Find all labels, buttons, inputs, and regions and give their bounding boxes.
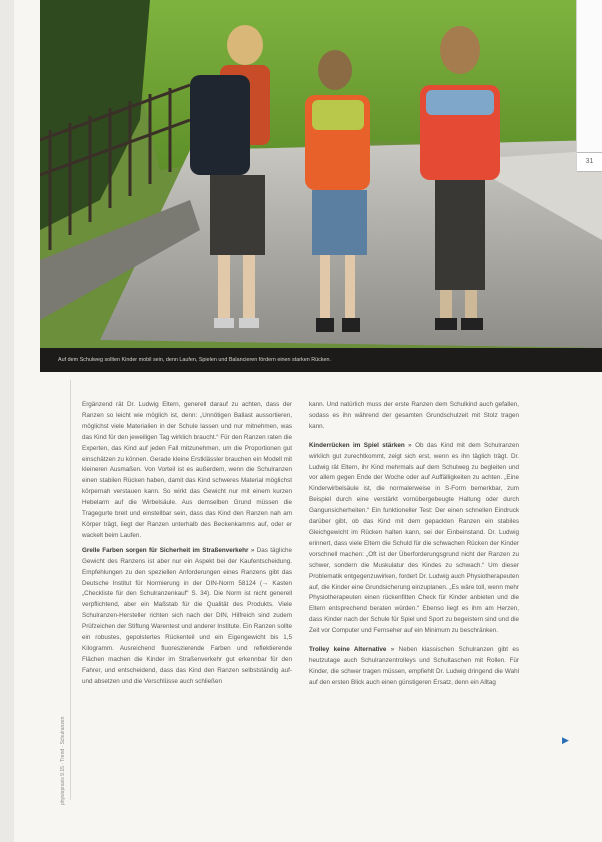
section-heading: Kinderrücken im Spiel stärken (309, 441, 405, 449)
running-footer (60, 716, 70, 805)
page-edge-strip (576, 0, 602, 170)
paragraph: Neben klassischen Schulranzen gibt es heutzutage auch Schulranzentrolleys und Schultaschen mit Rollen. Für Kinder, die schwer tragen müssen, empfiehlt Dr. Ludwig dringend die Wahl auf den ersten Blick auch einen günstigeren Ersatz, denn ein Alltag (309, 646, 520, 686)
margin-divider (70, 380, 71, 800)
children-walking-photo (40, 0, 602, 348)
text-column-left: Ergänzend rät Dr. Ludwig Eltern, generell darauf zu achten, dass der Ranzen so leicht wie möglich ist, denn: „Unnötigen Ballast aussortieren, möglichst viele Materialien in der Schule lassen und nur mitnehmen, was das Kind für den jeweiligen Tag wirklich braucht.“ Für den Ranzen raten die Experten, das Kind auf jeden Fall mitzunehmen, um die Proportionen gut einschätzen zu können. Gerade kleine Erstklässler brauchen ein Modell mit kleineren Ausmaßen. Von Vorteil ist es außerdem, wenn die Schulranzen einen stabilen Rücken haben, damit das Kind schweres Material möglichst körpernah verstauen kann. So wirkt das Gewicht nur mit einem kurzen Hebelarm auf die Wirbelsäule. Aus demselben Grund müssen die Tragegurte breit und einstellbar sein, dass das Kind den Ranzen nah am Körper trägt, liegt der Ranzen unterhalb des Beckenkamms auf, oder er wackelt beim Laufen. Grelle Farben sorgen für Sicherheit im Straßenverkehr » Das tägliche Gewicht des Ranzens ist aber nur ein Aspekt bei der Kaufentscheidung. Empfehlungen zu den speziellen Anforderungen eines Ranzens gibt das Deutsche Institut für Normierung in der DIN-Norm 58124 (→ Kasten „Checkliste für den Schulranzenkauf“ S. 34). Die Norm ist nicht generell verpflichtend, aber ein Maßstab für die Qualität des Produkts. Viele Schulranzen-Hersteller richten sich nach der DIN, Hilfreich sind zudem Prüfzeichen der Stiftung Warentest und anderer Institute. Ein Ranzen sollte ein robustes, gepolstertes Rückenteil und ein Eigengewicht bis 1,5 Kilogramm. Ausreichend fluoreszierende Farben und reflektierende Flächen machen die Kinder im Straßenverkehr gut erkennbar für den Fahrer, und entscheidend, dass das Kind den Ranzen selbstständig auf- und absetzen und die Verschlüsse auch schließen (82, 401, 293, 685)
photo-caption: Auf dem Schulweg sollten Kinder mobil sein, denn Laufen, Spielen und Balancieren fördern einen starken Rücken. (40, 348, 602, 372)
section-heading: Grelle Farben sorgen für Sicherheit im Straßenverkehr (82, 546, 249, 554)
continue-arrow-icon: ▶ (562, 735, 569, 745)
paragraph: Ob das Kind mit dem Schulranzen wirklich gut zurechtkommt, zeigt sich erst, wenn es ihn täglich trägt. Dr. Ludwig rät Eltern, ihr Kind mehrmals auf dem Schulweg zu begleiten und vor allem gegen Ende der Woche oder auf Auffälligkeiten zu achten. „Eine Kinderwirbelsäule ist, die normalerweise in S-Form bemerkbar, zum Beispiel durch eine verstärkt vornübergebeugte Haltung oder durch Gangunsicherheiten.“ Ein funktioneller Test: Der einen schnellen Eindruck darüber gibt, ob das Kind mit dem gepackten Ranzen ein stabiles Gleichgewicht im Rücken halten kann, sei der Einbeinstand. Dr. Ludwig erinnert, dass viele Eltern die Schuld für die schwachen Rücken der Kinder vorschnell machen: „Oft ist der Überforderungsgrund nicht der Ranzen zu schwer, sondern die Muskulatur des Kindes zu schwach.“ Um dieser Problematik entgegenzuwirken, fordert Dr. Ludwig auch Physiotherapeuten auf, die Kinder eine Grundsicherung einzuplanen. „Es wäre toll, wenn mehr Physiotherapeuten einen rückenfitten Check für Kinder anbieten und die Eltern entsprechend beraten würden.“ Ebenso liegt es ihm am Herzen, dass Kinder nach der Schule für Spiel und Sport zu begeistern sind und die Zeit vor Computer und Fernseher auf ein Minimum zu beschränken. (309, 441, 520, 635)
paragraph: Das tägliche Gewicht des Ranzens ist aber nur ein Aspekt bei der Kaufentscheidung. Empfehlungen zu den speziellen Anforderungen eines Ranzens gibt das Deutsche Institut für Normierung in der DIN-Norm 58124 (→ Kasten „Checkliste für den Schulranzenkauf“ S. 34). Die Norm ist nicht generell verpflichtend, aber ein Maßstab für die Qualität des Produkts. Viele Schulranzen-Hersteller richten sich nach der DIN, Hilfreich sind zudem Prüfzeichen der Stiftung Warentest und anderer Institute. Ein Ranzen sollte ein robustes, gepolstertes Rückenteil und ein Eigengewicht bis 1,5 Kilogramm. Ausreichend fluoreszierende Farben und reflektierende Flächen machen die Kinder im Straßenverkehr gut erkennbar für den Fahrer, und entscheidend, dass das Kind den Ranzen selbstständig auf- und absetzen und die Verschlüsse auch schließen (82, 546, 292, 685)
footer-text: physiopraxis 9.15 · Trend · Schulranzen (60, 716, 66, 805)
header-photo (40, 0, 602, 348)
paragraph: kann. Und natürlich muss der erste Ranzen dem Schulkind auch gefallen, sodass es ihn während der gesamten Grundschulzeit mit Stolz tragen kann. (309, 401, 519, 430)
text-column-right: kann. Und natürlich muss der erste Ranzen dem Schulkind auch gefallen, sodass es ihn während der gesamten Grundschulzeit mit Stolz tragen kann. Kinderrücken im Spiel stärken » Ob das Kind mit dem Schulranzen wirklich gut zurechtkommt, zeigt sich erst, wenn es ihn täglich trägt. Dr. Ludwig rät Eltern, ihr Kind mehrmals auf dem Schulweg zu begleiten und vor allem gegen Ende der Woche oder auf Auffälligkeiten zu achten. „Eine Kinderwirbelsäule ist, die normalerweise in S-Form bemerkbar, zum Beispiel durch eine verstärkt vornübergebeugte Haltung oder durch Gangunsicherheiten.“ Ein funktioneller Test: Der einen schnellen Eindruck darüber gibt, ob das Kind mit dem gepackten Ranzen ein stabiles Gleichgewicht im Rücken halten kann, sei der Einbeinstand. Dr. Ludwig erinnert, dass viele Eltern die Schuld für die schwachen Rücken der Kinder vorschnell machen: „Oft ist der Überforderungsgrund nicht der Ranzen zu schwer, sondern die Muskulatur des Kindes zu schwach.“ Um dieser Problematik entgegenzuwirken, fordert Dr. Ludwig auch Physiotherapeuten auf, die Kinder eine Grundsicherung einzuplanen. „Es wäre toll, wenn mehr Physiotherapeuten einen rückenfitten Check für Kinder anbieten und die Eltern entsprechend beraten würden.“ Ebenso liegt es ihm am Herzen, dass Kinder nach der Schule für Spiel und Sport zu begeistern sind und die Zeit vor Computer und Fernseher auf ein Minimum zu beschränken. Trolley keine Alternative » Neben klassischen Schulranzen gibt es heutzutage auch Schulranzentrolleys und Schultaschen mit Rollen. Für Kinder, die schwer tragen müssen, empfiehlt Dr. Ludwig dringend die Wahl auf den ersten Blick auch einen günstigeren Ersatz, denn ein Alltag (309, 401, 520, 686)
page-number: 31 (577, 152, 602, 172)
section-heading: Trolley keine Alternative (309, 646, 387, 654)
paragraph: Ergänzend rät Dr. Ludwig Eltern, generell darauf zu achten, dass der Ranzen so leicht wie möglich ist, denn: „Unnötigen Ballast aussortieren, möglichst viele Materialien in der Schule lassen und nur mitnehmen, was das Kind für den jeweiligen Tag wirklich braucht.“ Für den Ranzen raten die Experten, das Kind auf jeden Fall mitzunehmen, um die Proportionen gut einschätzen zu können. Gerade kleine Erstklässler brauchen ein Modell mit kleineren Ausmaßen. Von Vorteil ist es außerdem, wenn die Schulranzen einen stabilen Rücken haben, damit das Kind schweres Material möglichst körpernah verstauen kann. So wirkt das Gewicht nur mit einem kurzen Hebelarm auf die Wirbelsäule. Aus demselben Grund müssen die Tragegurte breit und einstellbar sein, dass das Kind den Ranzen nah am Körper trägt, liegt der Ranzen unterhalb des Beckenkamms auf, oder er wackelt beim Laufen. (82, 401, 293, 539)
